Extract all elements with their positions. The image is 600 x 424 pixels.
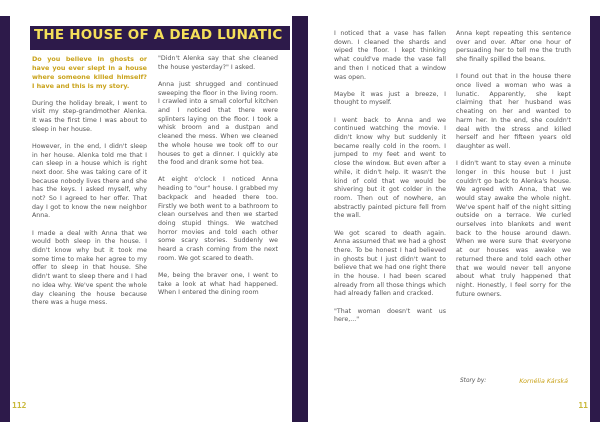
paragraph: However, in the end, I didn't sleep in her house. Alenka told me that I can sleep in a house which is right next door. She was taking care of it because nobody lives there and she has the keys. I asked myself, why not? So I agreed to her offer. That day I got to know the new neighbor Anna. — [32, 142, 147, 220]
paragraph: Anna just shrugged and continued sweeping the floor in the living room. I crawled into a small colorful kitchen and I noticed that there were splinters laying on the floor. I took a whisk broom and a dustpan and cleaned the mess. When we cleaned the whole house we took off to our houses to get a dinner. I quickly ate the food and drank some hot tea. — [158, 80, 278, 167]
column-1 — [32, 55, 147, 316]
spine-bar — [292, 16, 308, 422]
paragraph: "That woman doesn't want us here,..." — [334, 307, 446, 324]
paragraph: Anna kept repeating this sentence over and over. After one hour of persuading her to tell me the truth she finally spilled the beans. — [456, 30, 571, 64]
lead-paragraph: Do you believe in ghosts or have you ever slept in a house where someone killed himself? I have and this is my story. — [32, 55, 147, 90]
page-number-right: 11 — [578, 401, 588, 410]
paragraph: During the holiday break, I went to visit my step-grandmother Alenka. It was the first time I was about to sleep in her house. — [32, 99, 147, 133]
paragraph: I went back to Anna and we continued watching the movie. I didn't know why but suddenly it became really cold in the room. I jumped to my feet and went to close the window. But even after a while, it didn't help. It wasn't the kind of cold that we would be shivering but it got colder in the room. Then out of nowhere, an abstractly painted picture fell from the wall. — [334, 116, 446, 220]
paragraph: I made a deal with Anna that we would both sleep in the house. I didn't know why but it took me some time to make her agree to my offer to sleep in that house. She didn't want to sleep there and I had no idea why. We've spent the whole day cleaning the house because there was a huge mess. — [32, 229, 147, 307]
column-4 — [456, 30, 571, 308]
column-3 — [334, 30, 446, 334]
paragraph: Maybe it was just a breeze, I thought to myself. — [334, 90, 446, 107]
paragraph: I didn't want to stay even a minute longer in this house but I just couldn't go back to Alenka's house. We agreed with Anna, that we would stay awake the whole night. We've spent half of the night sitting outside on a terrace. We curled ourselves into blankets and went back to the house around dawn. When we were sure that everyone at our houses was awake we returned there and told each other that we would never tell anyone about what truly happened that night. Honestly, I feel sorry for the future owners. — [456, 160, 571, 298]
byline-label: Story by: — [460, 378, 487, 384]
paragraph: "Didn't Alenka say that she cleaned the house yesterday?" I asked. — [158, 55, 278, 71]
paragraph: Me, being the braver one, I went to take a look at what had happened. When I entered the dining room — [158, 271, 278, 297]
author-name: Kornélia Kárská — [519, 378, 568, 385]
page-title: THE HOUSE OF A DEAD LUNATIC — [34, 27, 283, 43]
paragraph: We got scared to death again. Anna assumed that we had a ghost there. To be honest I had believed in ghosts but I just didn't want to believe that we had one right there in the house. I had been scared already from all those things which had already fallen and cracked. — [334, 229, 446, 298]
page-number-left: 112 — [12, 401, 27, 410]
paragraph: I noticed that a vase has fallen down. I cleaned the shards and wiped the floor. I kept thinking what could've made the vase fall and then I noticed that a window was open. — [334, 30, 446, 81]
column-2 — [158, 55, 278, 307]
paragraph: At eight o'clock I noticed Anna heading to "our" house. I grabbed my backpack and headed there too. Firstly we both went to a bathroom to clean ourselves and then we started doing stupid things. We watched horror movies and told each other some scary stories. Suddenly we heard a crash coming from the next room. We got scared to death. — [158, 176, 278, 262]
left-edge-bar — [0, 16, 10, 422]
right-edge-bar — [590, 16, 600, 422]
byline — [456, 378, 576, 384]
paragraph: I found out that in the house there once lived a woman who was a lunatic. Apparently, she kept claiming that her husband was cheating on her and wanted to harm her. In the end, she couldn't deal with the stress and killed herself and her fifteen years old daughter as well. — [456, 73, 571, 150]
